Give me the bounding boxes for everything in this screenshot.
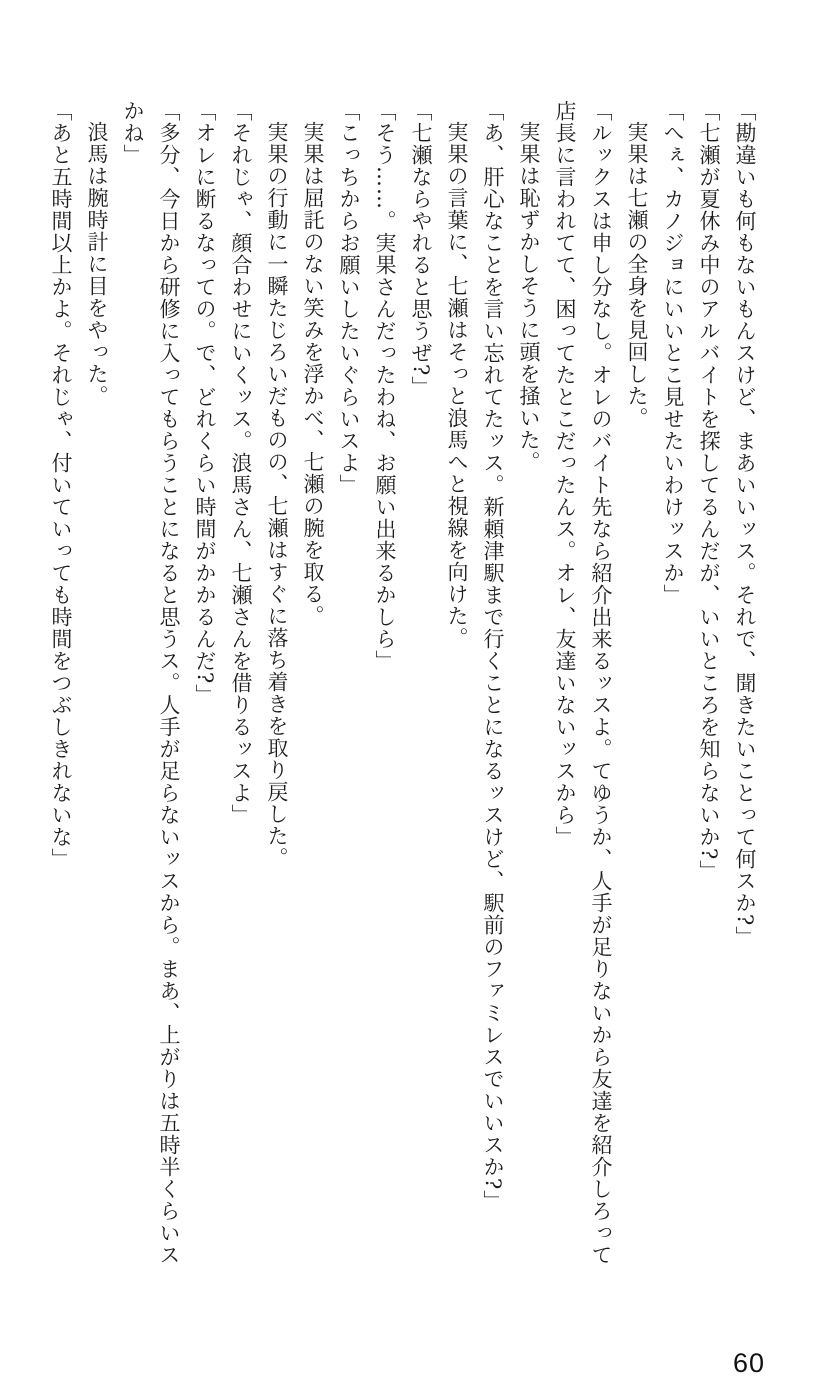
- text-line: かね」: [121, 100, 145, 166]
- text-line: 「こっちからお願いしたいぐらいスよ」: [337, 100, 361, 496]
- text-area: [43, 100, 763, 1300]
- text-line: 「あ、肝心なことを言い忘れてたッス。新頼津駅まで行くことになるッスけど、駅前のファミレスでいいスか?」: [481, 100, 505, 1213]
- text-line: 「多分、今日から研修に入ってもらうことになると思うス。人手が足らないッスから。まあ、上がりは五時半くらいス: [157, 100, 181, 1266]
- page-number: 60: [733, 1348, 766, 1378]
- text-line: 「オレに断るなっての。で、どれくらい時間がかかるんだ?」: [193, 100, 217, 707]
- text-line: 「七瀬が夏休み中のアルバイトを探してるんだが、いいところを知らないか?」: [697, 100, 721, 883]
- text-line: 実果は七瀬の全身を見回した。: [625, 121, 649, 429]
- text-line: 「へぇ、カノジョにいいとこ見せたいわけッスか」: [661, 100, 685, 606]
- text-line: 「七瀬ならやれると思うぜ?」: [409, 100, 433, 399]
- text-line: 浪馬は腕時計に目をやった。: [85, 121, 109, 407]
- text-line: 実果の行動に一瞬たじろいだものの、七瀬はすぐに落ち着きを取り戻した。: [265, 121, 289, 869]
- text-line: 「それじゃ、顔合わせにいくッス。浪馬さん、七瀬さんを借りるッスよ」: [229, 100, 253, 826]
- text-line: 「そう……。実果さんだったわね、お願い出来るかしら」: [373, 100, 397, 672]
- text-line: 店長に言われてて、困ってたとこだったんス。オレ、友達いないッスから」: [553, 100, 577, 848]
- text-line: 実果は屈託のない笑みを浮かべ、七瀬の腕を取る。: [301, 121, 325, 627]
- text-line: 実果は恥ずかしそうに頭を掻いた。: [517, 121, 541, 473]
- text-line: 「あと五時間以上かよ。それじゃ、付いていっても時間をつぶしきれないな」: [49, 100, 73, 870]
- text-line: 実果の言葉に、七瀬はそっと浪馬へと視線を向けた。: [445, 121, 469, 649]
- text-line: 「ルックスは申し分なし。オレのバイト先なら紹介出来るッスよ。てゆうか、人手が足りないから友達を紹介しろって: [589, 100, 613, 1266]
- text-line: 「勘違いも何もないもんスけど、まあいいッス。それで、聞きたいことって何スか?」: [733, 100, 757, 949]
